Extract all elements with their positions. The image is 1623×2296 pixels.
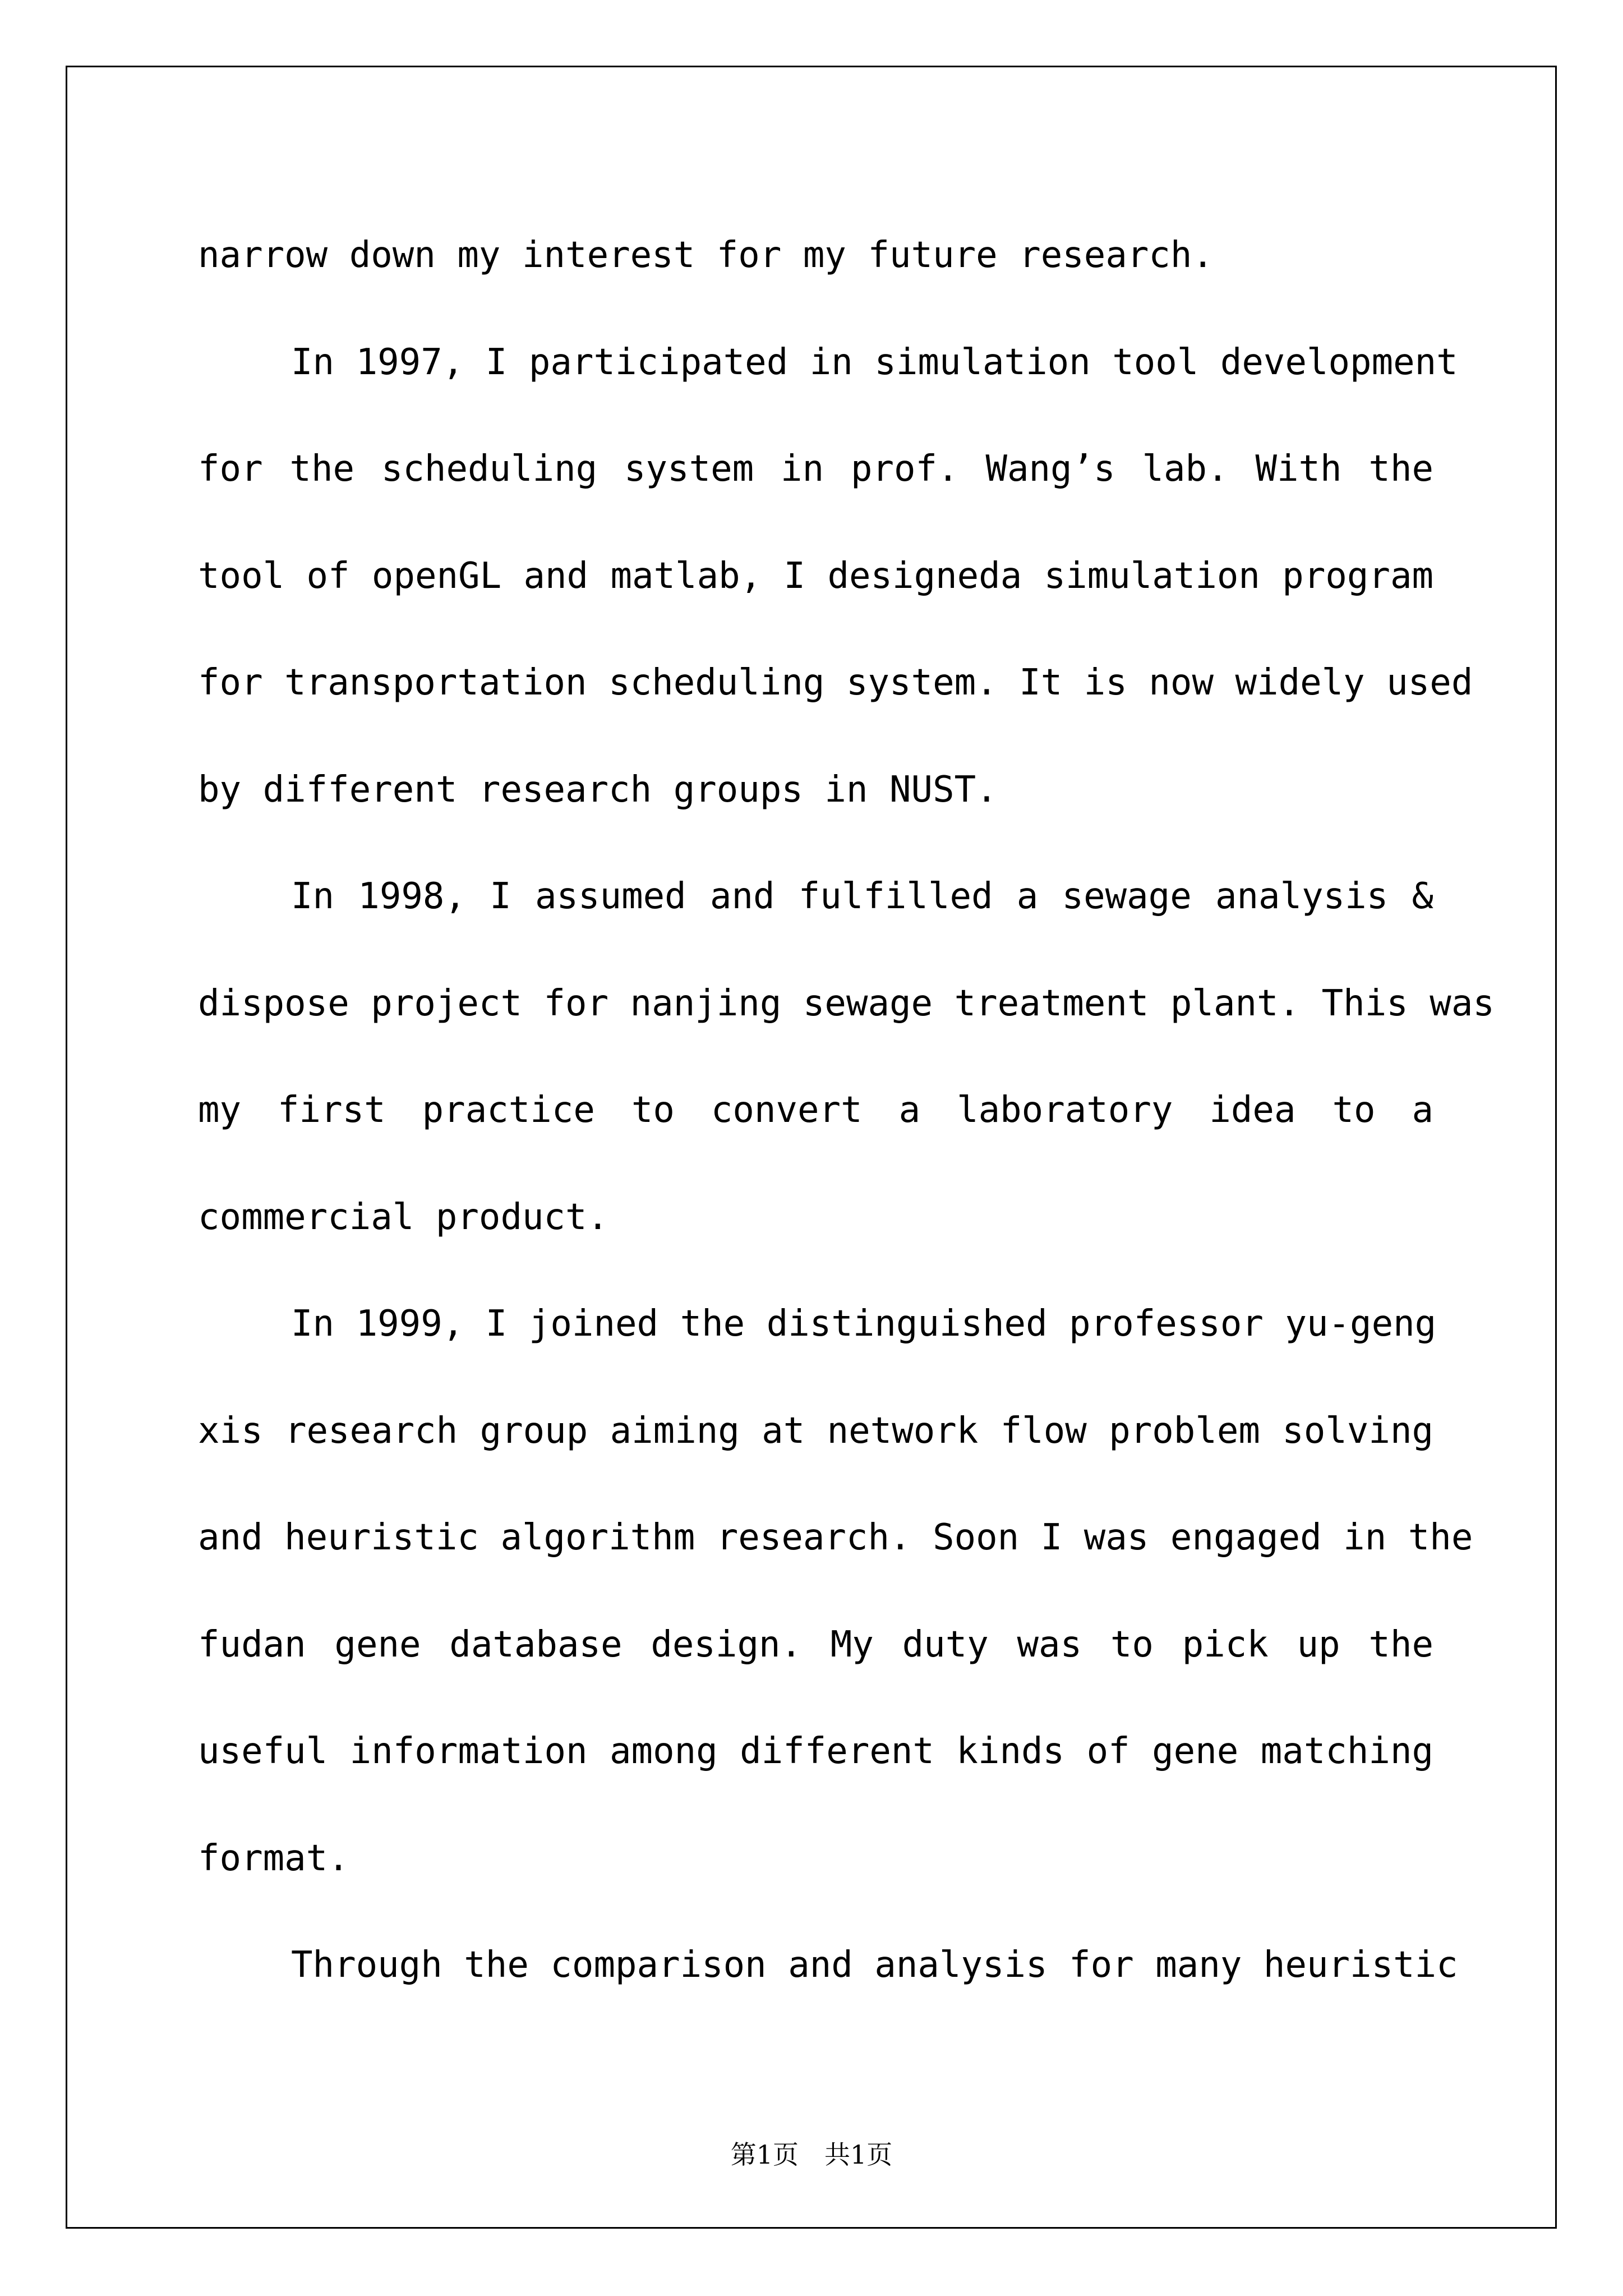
text-line: commercial product. — [198, 1196, 609, 1238]
text-line: my first practice to convert a laboratory idea to a — [198, 1089, 1433, 1131]
text-line: useful information among different kinds of gene matching — [198, 1731, 1433, 1772]
text-line: tool of openGL and matlab, I designeda simulation program — [198, 555, 1433, 597]
text-line: Through the comparison and analysis for many heuristic — [291, 1944, 1458, 1986]
text-line: for the scheduling system in prof. Wang’s lab. With the — [198, 448, 1433, 490]
text-line: and heuristic algorithm research. Soon I was engaged in the — [198, 1517, 1473, 1558]
document-body — [198, 202, 1495, 2019]
text-line: for transportation scheduling system. It is now widely used — [198, 662, 1473, 703]
text-line: format. — [198, 1837, 349, 1879]
text-line: by different research groups in NUST. — [198, 769, 998, 811]
text-line: fudan gene database design. My duty was to pick up the — [198, 1623, 1433, 1665]
text-line: In 1997, I participated in simulation tool development — [291, 341, 1458, 383]
text-line: xis research group aiming at network flow problem solving — [198, 1410, 1433, 1452]
text-line: In 1998, I assumed and fulfilled a sewage analysis & — [291, 876, 1433, 917]
text-line: narrow down my interest for my future research. — [198, 234, 1214, 276]
text-line: In 1999, I joined the distinguished professor yu-geng — [291, 1303, 1437, 1345]
page-number-footer: 第1页 共1页 — [730, 2139, 893, 2170]
text-line: dispose project for nanjing sewage treatment plant. This was — [198, 982, 1495, 1024]
